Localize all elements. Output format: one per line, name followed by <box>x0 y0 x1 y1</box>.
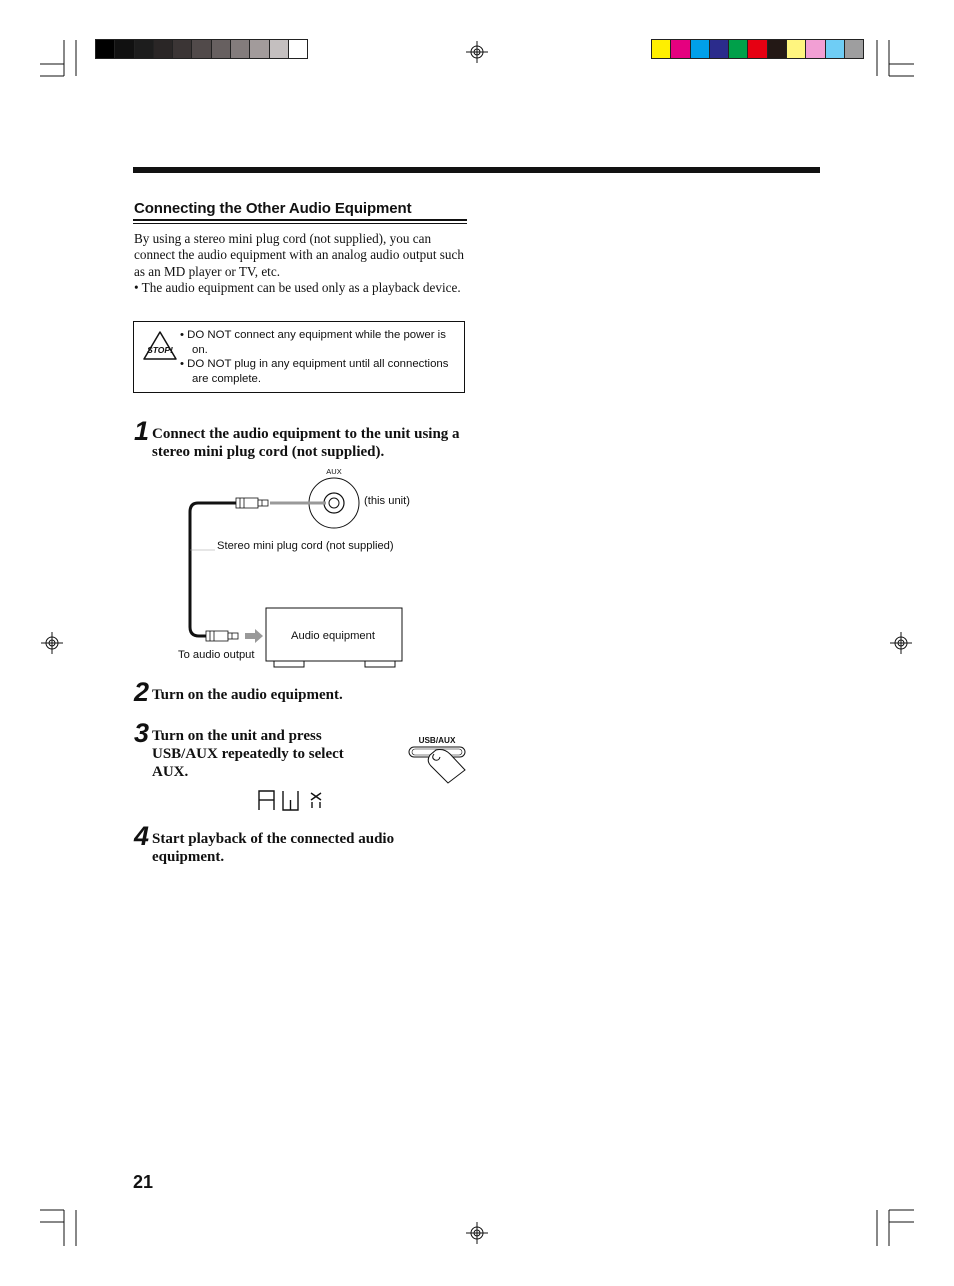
section-title: Connecting the Other Audio Equipment <box>134 200 412 217</box>
grayscale-swatch <box>212 40 231 58</box>
color-swatch <box>729 40 748 58</box>
intro-block <box>134 231 464 296</box>
step-2-number: 2 <box>134 677 150 707</box>
step-4-number: 4 <box>134 821 150 851</box>
title-underline-thin <box>133 223 467 224</box>
color-swatch <box>748 40 767 58</box>
usb-aux-button-label: USB/AUX <box>418 736 456 745</box>
step-1-text: Connect the audio equipment to the unit using a stereo mini plug cord (not supplied). <box>152 426 460 460</box>
warning-item-connections: • DO NOT plug in any equipment until all connections are complete. <box>180 358 449 385</box>
color-swatch <box>845 40 863 58</box>
stop-icon-text: STOP! <box>147 345 173 355</box>
this-unit-label: (this unit) <box>364 495 411 507</box>
step-3-number: 3 <box>134 718 150 748</box>
color-swatch <box>787 40 806 58</box>
intro-text: By using a stereo mini plug cord (not supplied), you can connect the audio equipment with an analog audio output such as an MD player or TV, etc. <box>134 231 464 279</box>
header-rule <box>133 167 820 173</box>
arrow-icon <box>245 629 263 643</box>
color-swatch <box>768 40 787 58</box>
grayscale-swatch <box>289 40 307 58</box>
bottom-mini-plug <box>206 631 238 641</box>
connection-diagram <box>170 462 430 674</box>
grayscale-swatch <box>250 40 269 58</box>
grayscale-swatch <box>231 40 250 58</box>
color-swatch <box>826 40 845 58</box>
top-mini-plug <box>236 498 268 508</box>
grayscale-swatch <box>96 40 115 58</box>
title-underline <box>133 219 467 221</box>
step-3-text: Turn on the unit and press USB/AUX repeatedly to select AUX. <box>152 728 344 780</box>
stop-icon <box>141 329 179 363</box>
grayscale-swatch <box>135 40 154 58</box>
color-calibration-bar <box>651 39 864 59</box>
color-swatch <box>691 40 710 58</box>
color-swatch <box>652 40 671 58</box>
grayscale-swatch <box>192 40 211 58</box>
grayscale-swatch <box>115 40 134 58</box>
warning-list <box>180 328 462 386</box>
grayscale-swatch <box>270 40 289 58</box>
equipment-label: Audio equipment <box>291 630 375 642</box>
step-2-text: Turn on the audio equipment. <box>152 687 343 703</box>
step-1-number: 1 <box>134 416 150 446</box>
color-swatch <box>710 40 729 58</box>
grayscale-swatch <box>154 40 173 58</box>
grayscale-swatch <box>173 40 192 58</box>
cord-label: Stereo mini plug cord (not supplied) <box>217 540 394 552</box>
grayscale-calibration-bar <box>95 39 308 59</box>
page-number: 21 <box>133 1172 154 1192</box>
step-4-text: Start playback of the connected audio equipment. <box>152 831 395 865</box>
aux-lcd-display <box>256 788 328 814</box>
color-swatch <box>671 40 690 58</box>
output-label: To audio output <box>178 649 255 661</box>
color-swatch <box>806 40 825 58</box>
playback-note: • The audio equipment can be used only as a playback device. <box>134 279 461 295</box>
aux-jack-label: AUX <box>326 467 342 476</box>
usb-aux-button[interactable] <box>404 730 470 790</box>
warning-item-power: • DO NOT connect any equipment while the power is on. <box>180 329 446 356</box>
